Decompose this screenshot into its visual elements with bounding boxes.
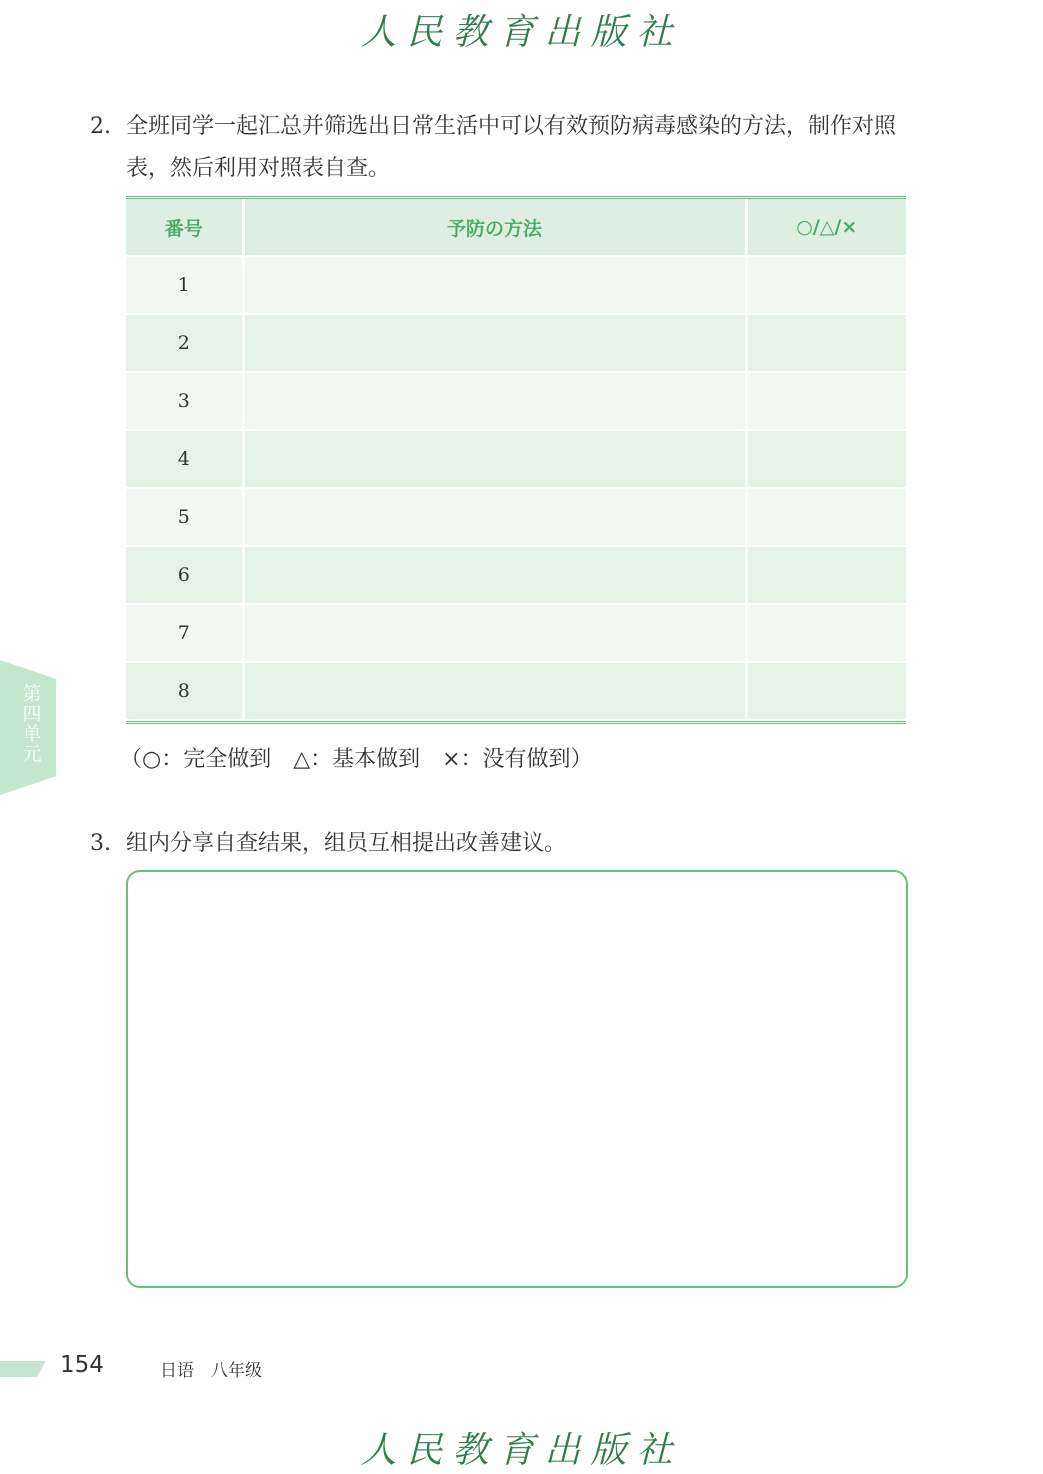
check-cell[interactable]: [746, 604, 906, 662]
question-2-text: 全班同学一起汇总并筛选出日常生活中可以有效预防病毒感染的方法，制作对照表，然后利用对照表自查。: [126, 114, 897, 181]
method-cell[interactable]: [243, 662, 746, 720]
table-row: [126, 488, 906, 546]
table-row: [126, 256, 906, 314]
unit-side-tab-label: 第四单元: [22, 683, 42, 765]
question-3-text: 组内分享自查结果，组员互相提出改善建议。: [126, 831, 567, 856]
row-number: 4: [126, 430, 243, 488]
question-3-number: 3.: [90, 831, 111, 856]
symbol-legend: （○：完全做到 △：基本做到 ×：没有做到）: [120, 747, 593, 772]
table-row: [126, 546, 906, 604]
method-cell[interactable]: [243, 372, 746, 430]
header-check: ○/△/×: [746, 199, 906, 256]
answer-box[interactable]: [126, 870, 908, 1288]
publisher-watermark-bottom: 人民教育出版社: [360, 1430, 683, 1471]
check-cell[interactable]: [746, 430, 906, 488]
question-3: [90, 823, 910, 865]
row-number: 6: [126, 546, 243, 604]
page-number: 154: [60, 1352, 104, 1378]
table-row: [126, 662, 906, 720]
row-number: 1: [126, 256, 243, 314]
method-cell[interactable]: [243, 488, 746, 546]
book-title: 日语 八年级: [160, 1361, 262, 1381]
method-cell[interactable]: [243, 256, 746, 314]
method-cell[interactable]: [243, 546, 746, 604]
check-cell[interactable]: [746, 546, 906, 604]
check-cell[interactable]: [746, 256, 906, 314]
method-cell[interactable]: [243, 430, 746, 488]
row-number: 5: [126, 488, 243, 546]
table-row: [126, 372, 906, 430]
table-row: [126, 314, 906, 372]
table-row: [126, 430, 906, 488]
table-row: [126, 604, 906, 662]
check-cell[interactable]: [746, 314, 906, 372]
question-2: [90, 106, 910, 190]
row-number: 3: [126, 372, 243, 430]
check-cell[interactable]: [746, 488, 906, 546]
method-cell[interactable]: [243, 604, 746, 662]
footer-accent-bar: [0, 1361, 46, 1377]
prevention-table: [126, 196, 906, 724]
check-cell[interactable]: [746, 372, 906, 430]
row-number: 7: [126, 604, 243, 662]
publisher-watermark-top: 人民教育出版社: [360, 12, 683, 53]
check-cell[interactable]: [746, 662, 906, 720]
header-number: 番号: [126, 199, 243, 256]
row-number: 2: [126, 314, 243, 372]
method-cell[interactable]: [243, 314, 746, 372]
row-number: 8: [126, 662, 243, 720]
table-header-row: [126, 199, 906, 256]
question-2-number: 2.: [90, 114, 111, 139]
header-method: 予防の方法: [243, 199, 746, 256]
